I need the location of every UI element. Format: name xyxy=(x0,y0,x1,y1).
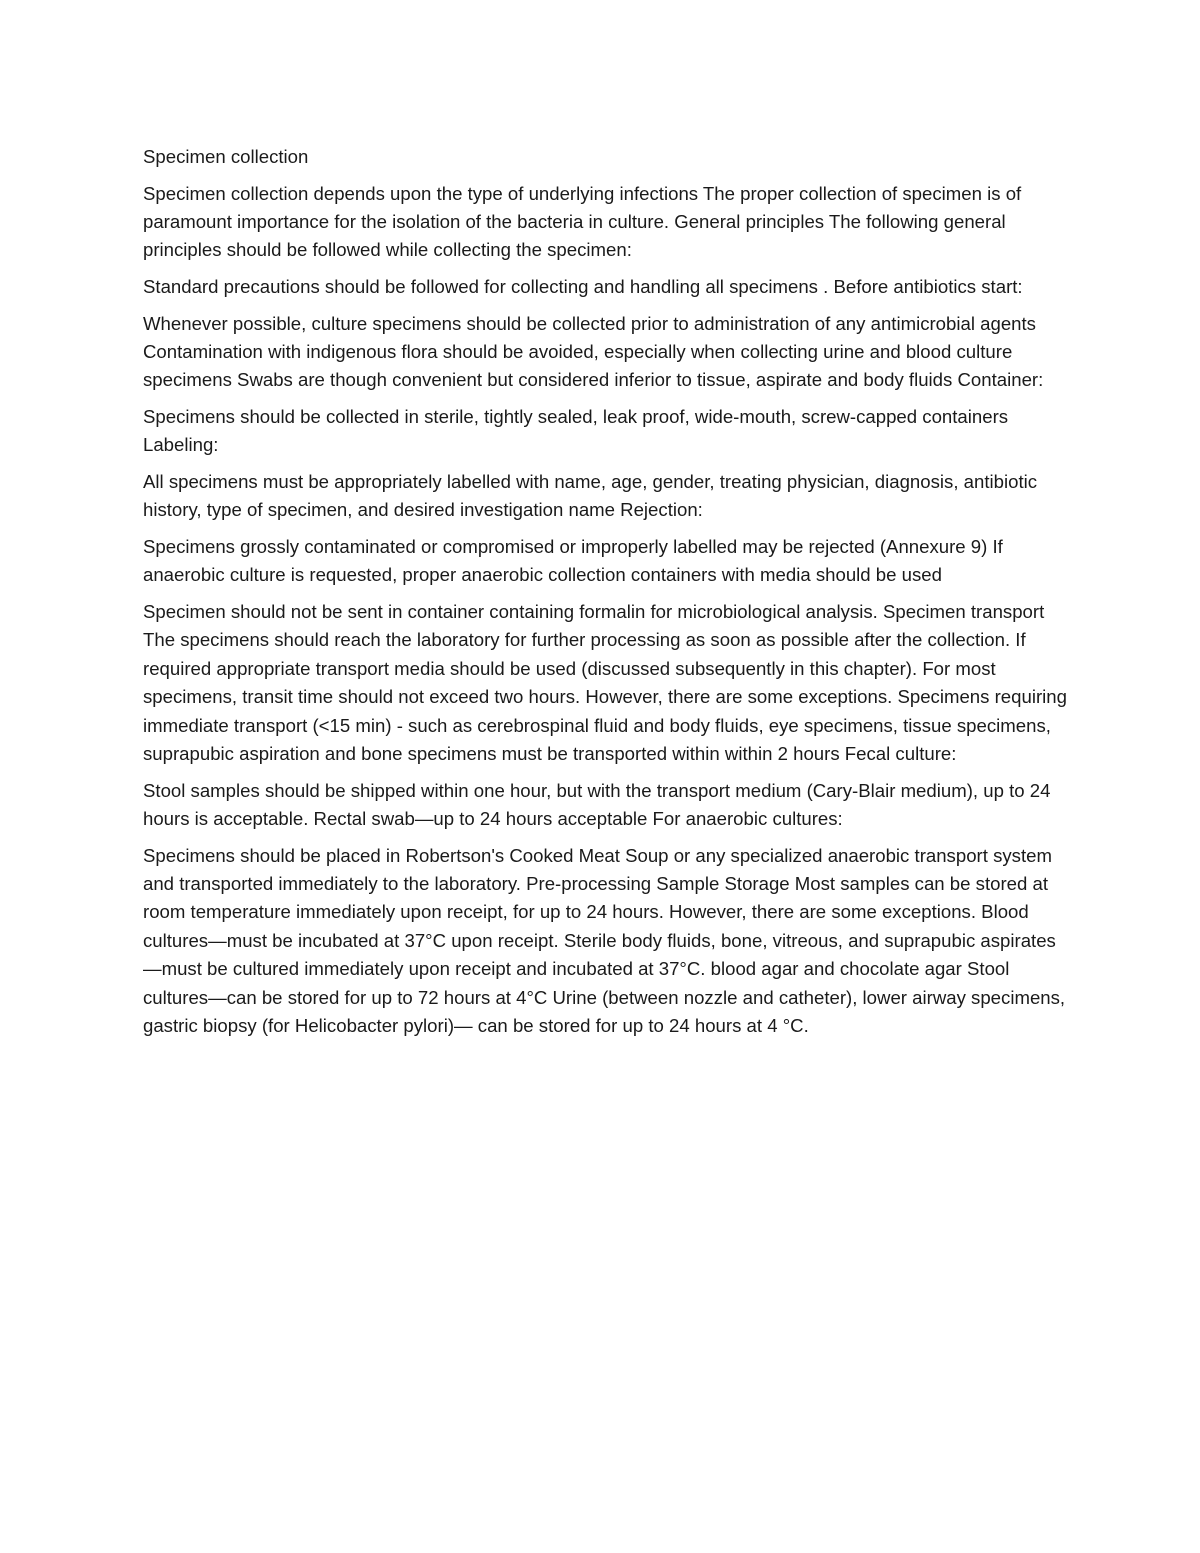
document-page xyxy=(143,143,1068,1049)
paragraph-anaerobic-storage: Specimens should be placed in Robertson's Cooked Meat Soup or any specialized anaerobic transport system and transported immediately to the laboratory. Pre-processing Sample Storage Most samples can be stored at room temperature immediately upon receipt, for up to 24 hours. However, there are some exceptions. Blood cultures—must be incubated at 37°C upon receipt. Sterile body fluids, bone, vitreous, and suprapubic aspirates—must be cultured immediately upon receipt and incubated at 37°C. blood agar and chocolate agar Stool cultures—can be stored for up to 72 hours at 4°C Urine (between nozzle and catheter), lower airway specimens, gastric biopsy (for Helicobacter pylori)— can be stored for up to 24 hours at 4 °C. xyxy=(143,844,1066,1037)
paragraph-labeling: All specimens must be appropriately labelled with name, age, gender, treating physician, diagnosis, antibiotic history, type of specimen, and desired investigation name Rejection: xyxy=(143,471,1038,521)
paragraph-container: Specimens should be collected in sterile, tightly sealed, leak proof, wide-mouth, screw-capped containers Labeling: xyxy=(143,406,1009,456)
paragraph-standard-precautions: Standard precautions should be followed for collecting and handling all specimens . Before antibiotics start: xyxy=(143,276,1023,297)
paragraph-transport: Specimen should not be sent in container containing formalin for microbiological analysis. Specimen transport The specimens should reach the laboratory for further processing as soon as possible after the collection. If required appropriate transport media should be used (discussed subsequently in this chapter). For most specimens, transit time should not exceed two hours. However, there are some exceptions. Specimens requiring immediate transport (<15 min) - such as cerebrospinal fluid and body fluids, eye specimens, tissue specimens, suprapubic aspiration and bone specimens must be transported within within 2 hours Fecal culture: xyxy=(143,601,1067,765)
paragraph-rejection: Specimens grossly contaminated or compromised or improperly labelled may be rejected (Annexure 9) If anaerobic culture is requested, proper anaerobic collection containers with media should be used xyxy=(143,536,1003,586)
paragraph-intro: Specimen collection depends upon the type of underlying infections The proper collection of specimen is of paramount importance for the isolation of the bacteria in culture. General principles The following general principles should be followed while collecting the specimen: xyxy=(143,182,1022,261)
paragraph-fecal-culture: Stool samples should be shipped within one hour, but with the transport medium (Cary-Blair medium), up to 24 hours is acceptable. Rectal swab—up to 24 hours acceptable For anaerobic cultures: xyxy=(143,779,1051,830)
paragraph-collection-timing: Whenever possible, culture specimens should be collected prior to administration of any antimicrobial agents Contamination with indigenous flora should be avoided, especially when collecting urine and blood culture specimens Swabs are though convenient but considered inferior to tissue, aspirate and body fluids Container: xyxy=(143,312,1044,391)
document-title: Specimen collection xyxy=(143,146,309,167)
